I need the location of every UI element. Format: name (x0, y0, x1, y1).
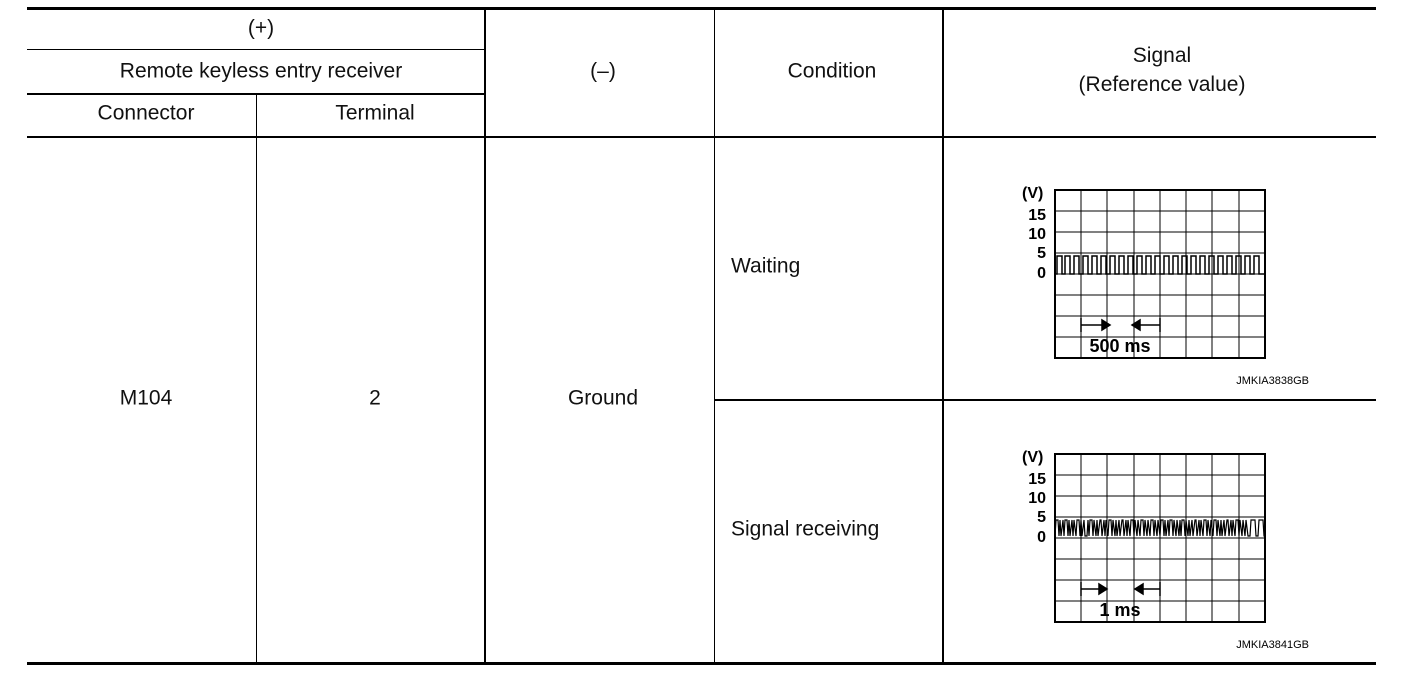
receiver-header: Remote keyless entry receiver (119, 59, 403, 83)
time-scale-marker (1081, 582, 1160, 596)
waveform-unit-label: (V) (1022, 449, 1044, 466)
waveform-unit-label: (V) (1022, 185, 1044, 202)
tick-label-5: 5 (1037, 245, 1046, 262)
plus-header: (+) (247, 16, 275, 40)
waveform-signal-receiving (1010, 444, 1320, 654)
terminal-value: 2 (369, 386, 381, 410)
tick-label-0: 0 (1037, 265, 1046, 282)
col-divider-connector-terminal (256, 94, 257, 663)
signal-header-line2: (Reference value) (1078, 73, 1246, 96)
minus-header: (–) (590, 59, 616, 83)
oscilloscope-grid (1055, 454, 1265, 622)
figure-id: JMKIA3841GB (1236, 639, 1309, 651)
col-divider-plus-minus (484, 8, 486, 663)
tick-label-15: 15 (1028, 207, 1046, 224)
condition-row-divider (715, 399, 1376, 401)
tick-label-10: 10 (1028, 490, 1046, 507)
rule-under-plus (27, 49, 485, 50)
tick-label-0: 0 (1037, 529, 1046, 546)
signal-header (1079, 41, 1246, 99)
time-scale-marker (1081, 318, 1160, 332)
table-top-border (27, 7, 1376, 10)
waveform-trace (1055, 256, 1265, 274)
connector-value: M104 (119, 386, 173, 410)
connector-header: Connector (97, 101, 195, 125)
condition-signal-receiving: Signal receiving (731, 517, 880, 541)
col-divider-minus-condition (714, 8, 715, 663)
tick-label-5: 5 (1037, 509, 1046, 526)
terminal-header: Terminal (335, 101, 415, 125)
tick-label-10: 10 (1028, 226, 1046, 243)
time-scale-label: 500 ms (1089, 336, 1151, 356)
header-bottom-rule (27, 136, 1376, 138)
time-scale-label: 1 ms (1099, 600, 1141, 620)
tick-label-15: 15 (1028, 471, 1046, 488)
figure-id: JMKIA3838GB (1236, 375, 1309, 387)
col-divider-condition-signal (942, 8, 944, 663)
signal-header-line1: Signal (1132, 44, 1192, 67)
condition-waiting: Waiting (731, 254, 801, 278)
waveform-waiting (1010, 180, 1320, 390)
table-bottom-border (27, 662, 1376, 665)
condition-header: Condition (787, 59, 877, 83)
minus-value: Ground (567, 386, 639, 410)
